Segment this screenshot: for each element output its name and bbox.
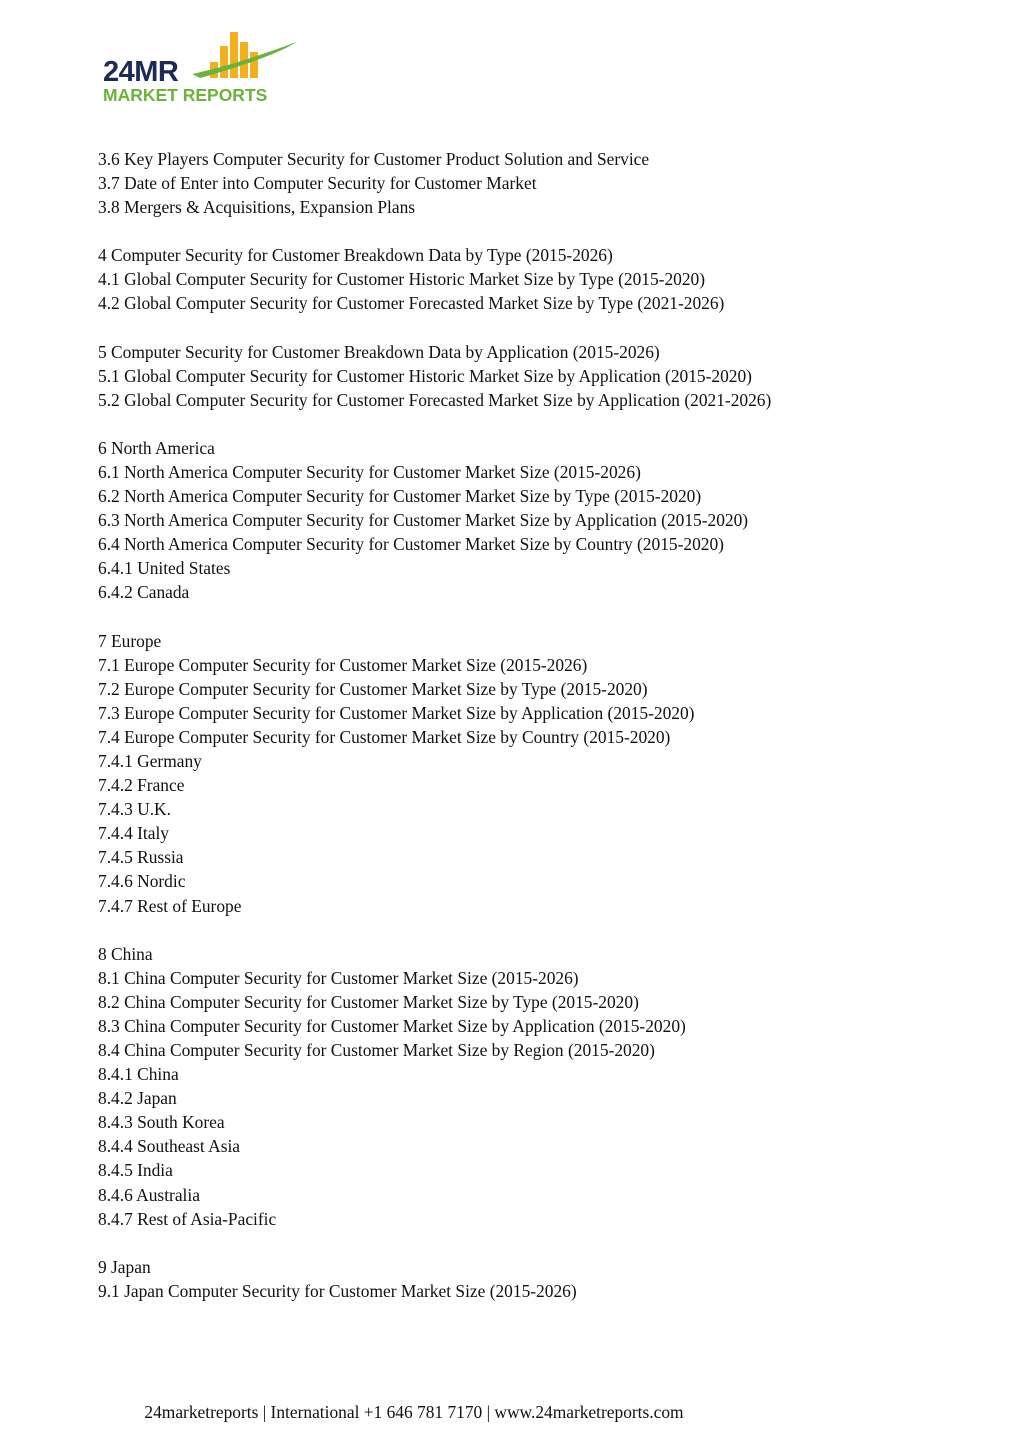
logo-bar <box>230 32 238 78</box>
toc-entry: 8.4.7 Rest of Asia-Pacific <box>98 1208 277 1229</box>
toc-section <box>98 436 978 605</box>
toc-entry: 4 Computer Security for Customer Breakdown Data by Type (2015-2026) <box>98 245 613 266</box>
toc-entry: 6.4 North America Computer Security for Customer Market Size by Country (2015-2020) <box>98 534 724 555</box>
toc-entry: 8.4.2 Japan <box>98 1088 177 1109</box>
toc-entry: 7.4.5 Russia <box>98 847 184 868</box>
table-of-contents <box>98 147 978 1303</box>
toc-entry: 7.1 Europe Computer Security for Customer Market Size (2015-2026) <box>98 654 588 675</box>
toc-entry: 7.4.6 Nordic <box>98 871 186 892</box>
toc-entry: 6.4.1 United States <box>98 558 231 579</box>
toc-entry: 8.2 China Computer Security for Customer Market Size by Type (2015-2020) <box>98 991 639 1012</box>
toc-entry: 7.4.2 France <box>98 775 185 796</box>
toc-section <box>98 243 978 315</box>
toc-section <box>98 942 978 1231</box>
logo-brand-number: 24MR <box>103 56 179 88</box>
toc-section <box>98 147 978 219</box>
toc-entry: 3.6 Key Players Computer Security for Customer Product Solution and Service <box>98 149 650 169</box>
toc-entry: 7.3 Europe Computer Security for Customer Market Size by Application (2015-2020) <box>98 702 695 723</box>
toc-entry: 6.1 North America Computer Security for Customer Market Size (2015-2026) <box>98 461 641 482</box>
toc-section <box>98 629 978 918</box>
toc-entry: 5.2 Global Computer Security for Customer Forecasted Market Size by Application (2021-2026) <box>98 389 772 410</box>
logo-bar <box>250 52 258 78</box>
toc-entry: 7.4.4 Italy <box>98 823 169 844</box>
company-logo <box>100 28 310 108</box>
toc-entry: 7.4.3 U.K. <box>98 799 171 820</box>
toc-entry: 8.3 China Computer Security for Customer Market Size by Application (2015-2020) <box>98 1015 686 1036</box>
toc-section <box>98 1255 978 1303</box>
toc-entry: 4.1 Global Computer Security for Customer Historic Market Size by Type (2015-2020) <box>98 269 706 290</box>
toc-entry: 7.2 Europe Computer Security for Customer Market Size by Type (2015-2020) <box>98 678 648 699</box>
logo-brand-name: MARKET REPORTS <box>103 85 268 105</box>
toc-section <box>98 340 978 412</box>
toc-entry: 8.4.5 India <box>98 1160 173 1181</box>
toc-entry: 9.1 Japan Computer Security for Customer Market Size (2015-2026) <box>98 1280 577 1301</box>
logo-bar <box>220 46 228 78</box>
toc-entry: 8.4 China Computer Security for Customer Market Size by Region (2015-2020) <box>98 1040 655 1060</box>
toc-entry: 7.4.7 Rest of Europe <box>98 895 242 916</box>
toc-entry: 9 Japan <box>98 1256 151 1277</box>
toc-entry: 6 North America <box>98 437 215 458</box>
toc-entry: 5.1 Global Computer Security for Customer Historic Market Size by Application (2015-2020) <box>98 365 752 386</box>
toc-entry: 6.3 North America Computer Security for Customer Market Size by Application (2015-2020) <box>98 510 749 531</box>
toc-entry: 7.4 Europe Computer Security for Customer Market Size by Country (2015-2020) <box>98 726 671 747</box>
toc-entry: 8.4.6 Australia <box>98 1184 200 1205</box>
toc-entry: 8.4.3 South Korea <box>98 1112 225 1133</box>
toc-entry: 5 Computer Security for Customer Breakdown Data by Application (2015-2026) <box>98 341 660 362</box>
toc-entry: 8.4.4 Southeast Asia <box>98 1136 241 1157</box>
toc-entry: 6.2 North America Computer Security for Customer Market Size by Type (2015-2020) <box>98 486 702 507</box>
toc-entry: 7 Europe <box>98 630 162 651</box>
toc-entry: 8.4.1 China <box>98 1064 179 1085</box>
toc-entry: 7.4.1 Germany <box>98 750 202 771</box>
toc-entry: 3.8 Mergers & Acquisitions, Expansion Plans <box>98 197 416 218</box>
page-footer: 24marketreports | International +1 646 781 7170 | www.24marketreports.com <box>144 1402 684 1422</box>
toc-entry: 4.2 Global Computer Security for Customer Forecasted Market Size by Type (2021-2026) <box>98 293 725 314</box>
toc-entry: 3.7 Date of Enter into Computer Security for Customer Market <box>98 173 537 194</box>
toc-entry: 8 China <box>98 943 153 964</box>
toc-entry: 6.4.2 Canada <box>98 582 190 603</box>
toc-entry: 8.1 China Computer Security for Customer Market Size (2015-2026) <box>98 967 579 988</box>
